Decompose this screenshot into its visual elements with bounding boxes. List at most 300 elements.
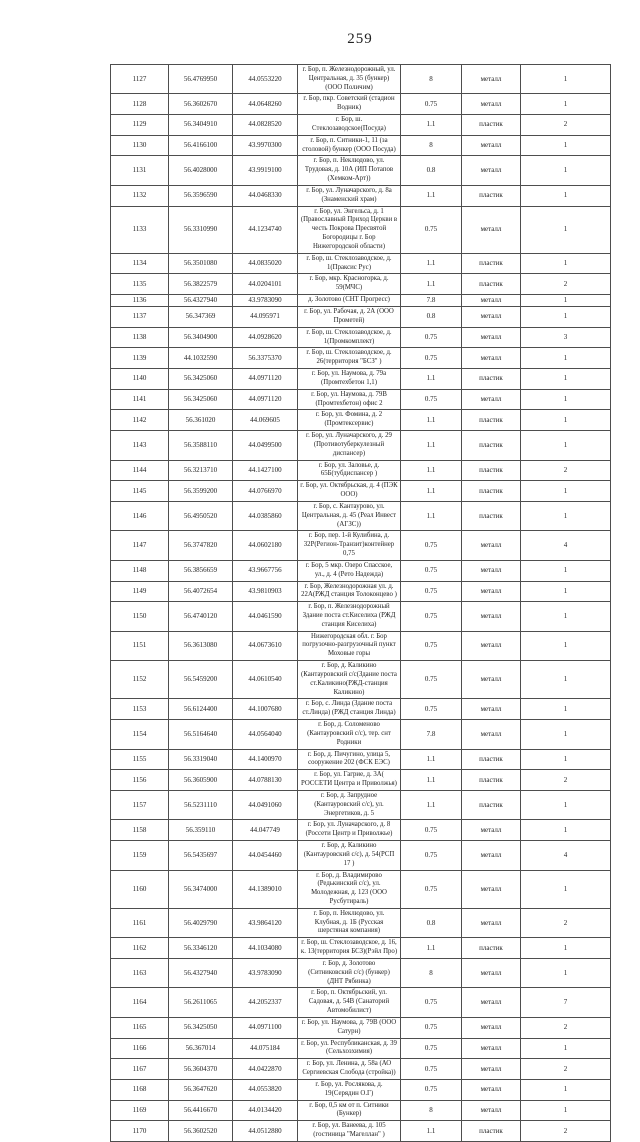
cell-material: пластик [462, 274, 521, 295]
cell-count: 1 [521, 156, 611, 185]
cell-address: г. Бор, д. Пичугино, улица 5, сооружение 202 (ФСК ЕЭС) [298, 749, 401, 770]
cell-longitude: 44.0610540 [233, 661, 298, 699]
cell-row-number: 1137 [111, 307, 169, 328]
cell-material: пластик [462, 185, 521, 206]
cell-longitude: 44.1389010 [233, 870, 298, 908]
cell-count: 3 [521, 327, 611, 348]
table-row [111, 958, 611, 987]
cell-count: 1 [521, 369, 611, 390]
cell-row-number: 1163 [111, 958, 169, 987]
table-row [111, 790, 611, 819]
cell-address: г. Бор, ул. Рабочая, д. 2А (ООО Прометей) [298, 307, 401, 328]
cell-row-number: 1162 [111, 938, 169, 959]
table-row [111, 369, 611, 390]
cell-longitude: 44.1234740 [233, 206, 298, 253]
cell-longitude: 44.0491060 [233, 790, 298, 819]
cell-volume: 1.1 [401, 790, 462, 819]
cell-latitude: 56.4327940 [169, 295, 233, 307]
cell-material: металл [462, 94, 521, 115]
table-row [111, 581, 611, 602]
document-page [110, 0, 610, 1142]
table-row [111, 908, 611, 937]
cell-latitude: 56.4769950 [169, 65, 233, 94]
cell-row-number: 1164 [111, 988, 169, 1017]
cell-material: металл [462, 1017, 521, 1038]
cell-material: металл [462, 531, 521, 560]
table-row [111, 699, 611, 720]
cell-volume: 0.75 [401, 1079, 462, 1100]
cell-volume: 1.1 [401, 431, 462, 460]
cell-longitude: 44.0454460 [233, 841, 298, 870]
cell-longitude: 44.075184 [233, 1038, 298, 1059]
cell-count: 7 [521, 988, 611, 1017]
cell-address: г. Бор, ул. Луначарского, д. 8 (Россети Центр и Приволжье) [298, 820, 401, 841]
cell-volume: 1.1 [401, 749, 462, 770]
cell-count: 1 [521, 870, 611, 908]
table-row [111, 820, 611, 841]
cell-latitude: 56.4072654 [169, 581, 233, 602]
cell-latitude: 56.4028000 [169, 156, 233, 185]
cell-volume: 0.75 [401, 631, 462, 660]
cell-row-number: 1145 [111, 481, 169, 502]
cell-longitude: 44.0648260 [233, 94, 298, 115]
cell-row-number: 1152 [111, 661, 169, 699]
cell-volume: 0.75 [401, 699, 462, 720]
cell-longitude: 44.0461590 [233, 602, 298, 631]
cell-longitude: 43.9970300 [233, 135, 298, 156]
cell-latitude: 56.3310990 [169, 206, 233, 253]
cell-row-number: 1149 [111, 581, 169, 602]
cell-material: металл [462, 65, 521, 94]
cell-material: металл [462, 602, 521, 631]
cell-row-number: 1161 [111, 908, 169, 937]
table-row [111, 602, 611, 631]
cell-latitude: 56.3856659 [169, 560, 233, 581]
cell-volume: 7.8 [401, 720, 462, 749]
table-row [111, 1100, 611, 1121]
cell-volume: 1.1 [401, 185, 462, 206]
cell-address: г. Бор, ш. Стеклозаводское, д. 1(Праксис Рус) [298, 253, 401, 274]
cell-address: г. Бор, ш. Стеклозаводское, д. 16, к. 13(территория БСЗ)(Рэйл Про) [298, 938, 401, 959]
cell-volume: 0.8 [401, 307, 462, 328]
cell-count: 1 [521, 431, 611, 460]
cell-volume: 1.1 [401, 410, 462, 431]
cell-address: г. Бор, ул. Энгельса, д. 1 (Православный Приход Церкви в честь Покрова Пресвятой Богородицы г. Бор Нижегородской области) [298, 206, 401, 253]
cell-latitude: 56.347369 [169, 307, 233, 328]
cell-address: г. Бор, ул. Наумова, д. 79В (Промтехбетон) офис 2 [298, 389, 401, 410]
cell-count: 1 [521, 206, 611, 253]
table-row [111, 1079, 611, 1100]
cell-row-number: 1169 [111, 1100, 169, 1121]
cell-volume: 1.1 [401, 1121, 462, 1142]
table-row [111, 938, 611, 959]
cell-row-number: 1141 [111, 389, 169, 410]
table-row [111, 295, 611, 307]
cell-longitude: 44.0766970 [233, 481, 298, 502]
waste-sites-table [110, 64, 611, 1142]
table-row [111, 253, 611, 274]
cell-count: 1 [521, 1038, 611, 1059]
cell-longitude: 44.0553820 [233, 1079, 298, 1100]
cell-volume: 1.1 [401, 274, 462, 295]
cell-row-number: 1142 [111, 410, 169, 431]
cell-material: пластик [462, 1121, 521, 1142]
cell-material: металл [462, 348, 521, 369]
cell-count: 1 [521, 94, 611, 115]
cell-count: 1 [521, 307, 611, 328]
cell-longitude: 43.9783090 [233, 958, 298, 987]
cell-row-number: 1157 [111, 790, 169, 819]
cell-row-number: 1170 [111, 1121, 169, 1142]
cell-row-number: 1136 [111, 295, 169, 307]
cell-row-number: 1133 [111, 206, 169, 253]
cell-address: г. Бор, пкр. Советский (стадион Водник) [298, 94, 401, 115]
cell-count: 1 [521, 790, 611, 819]
cell-row-number: 1147 [111, 531, 169, 560]
cell-count: 4 [521, 531, 611, 560]
cell-row-number: 1146 [111, 501, 169, 530]
cell-volume: 0.75 [401, 988, 462, 1017]
cell-longitude: 44.069605 [233, 410, 298, 431]
cell-address: г. Бор, ул. Рослякова, д. 19(Серядин О.Г) [298, 1079, 401, 1100]
cell-material: пластик [462, 431, 521, 460]
cell-row-number: 1135 [111, 274, 169, 295]
cell-latitude: 56.3425060 [169, 369, 233, 390]
cell-count: 4 [521, 841, 611, 870]
table-row [111, 841, 611, 870]
cell-latitude: 56.5459200 [169, 661, 233, 699]
cell-address: г. Бор, ул. Наумова, д. 79В (ООО Сатурн) [298, 1017, 401, 1038]
cell-longitude: 43.9864120 [233, 908, 298, 937]
cell-latitude: 56.3599200 [169, 481, 233, 502]
table-row [111, 185, 611, 206]
cell-count: 1 [521, 631, 611, 660]
cell-row-number: 1159 [111, 841, 169, 870]
cell-material: металл [462, 295, 521, 307]
cell-row-number: 1155 [111, 749, 169, 770]
cell-count: 1 [521, 820, 611, 841]
table-row [111, 410, 611, 431]
cell-count: 1 [521, 581, 611, 602]
cell-longitude: 44.047749 [233, 820, 298, 841]
cell-material: пластик [462, 115, 521, 136]
cell-material: пластик [462, 253, 521, 274]
cell-longitude: 43.9783090 [233, 295, 298, 307]
cell-longitude: 44.0512880 [233, 1121, 298, 1142]
cell-material: металл [462, 156, 521, 185]
cell-volume: 1.1 [401, 460, 462, 481]
table-row [111, 1121, 611, 1142]
cell-count: 1 [521, 602, 611, 631]
cell-latitude: 56.3346120 [169, 938, 233, 959]
cell-address: г. Бор, п. Неклюдово, ул. Клубная, д. 1Б (Русская шерстяная компания) [298, 908, 401, 937]
cell-material: пластик [462, 369, 521, 390]
cell-material: металл [462, 1079, 521, 1100]
cell-address: г. Бор, ул. Заловье, д. 65Б(тубдиспансер ) [298, 460, 401, 481]
cell-longitude: 44.0134420 [233, 1100, 298, 1121]
cell-row-number: 1151 [111, 631, 169, 660]
cell-address: г. Бор, д. Золотово (Ситниковский с/с) (бункер) (ДНТ Рябинка) [298, 958, 401, 987]
cell-address: г. Бор, д. Владимирово (Редькинский с/с), ул. Молодежная, д. 123 (ООО Русбутираль) [298, 870, 401, 908]
table-row [111, 460, 611, 481]
table-row [111, 115, 611, 136]
cell-material: металл [462, 206, 521, 253]
cell-latitude: 56.3647620 [169, 1079, 233, 1100]
cell-volume: 1.1 [401, 501, 462, 530]
cell-volume: 0.75 [401, 841, 462, 870]
cell-address: г. Бор, п. Октябрьский, ул. Садовая, д. 54В (Санаторий Автомобилист) [298, 988, 401, 1017]
cell-material: металл [462, 560, 521, 581]
cell-latitude: 56.4327940 [169, 958, 233, 987]
cell-latitude: 56.3425050 [169, 1017, 233, 1038]
cell-address: г. Бор, ш. Стеклозаводское, д. 1(Промкомплект) [298, 327, 401, 348]
table-row [111, 1017, 611, 1038]
cell-longitude: 44.0204101 [233, 274, 298, 295]
table-row [111, 94, 611, 115]
cell-volume: 1.1 [401, 369, 462, 390]
cell-material: металл [462, 631, 521, 660]
cell-volume: 7.8 [401, 295, 462, 307]
cell-row-number: 1140 [111, 369, 169, 390]
cell-longitude: 44.0422870 [233, 1059, 298, 1080]
cell-count: 1 [521, 1100, 611, 1121]
cell-material: металл [462, 908, 521, 937]
cell-longitude: 44.0564040 [233, 720, 298, 749]
cell-longitude: 44.0788130 [233, 770, 298, 791]
cell-volume: 0.75 [401, 1059, 462, 1080]
cell-count: 1 [521, 958, 611, 987]
cell-address: г. Бор, п. Ситники-1, 11 (за столовой) бункер (ООО Посуда) [298, 135, 401, 156]
cell-row-number: 1153 [111, 699, 169, 720]
cell-latitude: 56.3613080 [169, 631, 233, 660]
cell-count: 1 [521, 253, 611, 274]
cell-address: г. Бор, ул. Гагрие, д. 3А( РОССЕТИ Центра и Приволжья) [298, 770, 401, 791]
cell-address: г. Бор, ул. Наумова, д. 79а (Промтехбетон 1,1) [298, 369, 401, 390]
cell-latitude: 56.4950520 [169, 501, 233, 530]
cell-latitude: 56.4166100 [169, 135, 233, 156]
cell-longitude: 44.0602180 [233, 531, 298, 560]
cell-longitude: 44.0928620 [233, 327, 298, 348]
cell-row-number: 1165 [111, 1017, 169, 1038]
cell-count: 1 [521, 185, 611, 206]
cell-material: металл [462, 1038, 521, 1059]
cell-longitude: 44.0468330 [233, 185, 298, 206]
cell-count: 1 [521, 348, 611, 369]
cell-address: Нижегородская обл. г. Бор погрузочно-разгрузочный пункт Моховые горы [298, 631, 401, 660]
table-row [111, 274, 611, 295]
cell-longitude: 56.3375370 [233, 348, 298, 369]
cell-address: г. Бор, ул. Луначарского, д. 29 (Противотуберкулезный диспансер) [298, 431, 401, 460]
page-number: 259 [347, 31, 373, 47]
table-row [111, 870, 611, 908]
table-row [111, 481, 611, 502]
cell-latitude: 56.3404900 [169, 327, 233, 348]
table-row [111, 749, 611, 770]
cell-row-number: 1131 [111, 156, 169, 185]
cell-count: 2 [521, 1017, 611, 1038]
cell-material: пластик [462, 501, 521, 530]
cell-volume: 0.75 [401, 581, 462, 602]
cell-material: металл [462, 581, 521, 602]
table-row [111, 156, 611, 185]
cell-row-number: 1168 [111, 1079, 169, 1100]
cell-longitude: 44.0971120 [233, 369, 298, 390]
cell-address: г. Бор, с. Кантаурово, ул. Центральная, д. 45 (Реал Инвест (АГЗС)) [298, 501, 401, 530]
cell-address: г. Бор, ул. Ленина, д. 58а (АО Сергиевская Слобода (стройка)) [298, 1059, 401, 1080]
cell-longitude: 44.0385860 [233, 501, 298, 530]
table-row [111, 560, 611, 581]
cell-latitude: 56.3822579 [169, 274, 233, 295]
cell-count: 1 [521, 661, 611, 699]
table-row [111, 631, 611, 660]
cell-address: г. Бор, с. Линда (Здание поста ст.Линда) (РЖД станция Линда) [298, 699, 401, 720]
cell-material: металл [462, 958, 521, 987]
cell-volume: 0.75 [401, 820, 462, 841]
table-row [111, 661, 611, 699]
table-body [111, 65, 611, 1142]
cell-volume: 0.75 [401, 560, 462, 581]
cell-volume: 1.1 [401, 253, 462, 274]
cell-latitude: 56.3596590 [169, 185, 233, 206]
cell-volume: 0.8 [401, 156, 462, 185]
cell-material: металл [462, 988, 521, 1017]
cell-count: 1 [521, 560, 611, 581]
cell-longitude: 43.9667756 [233, 560, 298, 581]
table-row [111, 720, 611, 749]
cell-longitude: 44.0673610 [233, 631, 298, 660]
cell-row-number: 1144 [111, 460, 169, 481]
cell-address: г. Бор, Железнодорожная ул. д. 22А(РЖД станция Толоконцево ) [298, 581, 401, 602]
cell-volume: 1.1 [401, 770, 462, 791]
cell-count: 2 [521, 1059, 611, 1080]
cell-longitude: 43.9919100 [233, 156, 298, 185]
cell-material: металл [462, 870, 521, 908]
cell-latitude: 56.4029790 [169, 908, 233, 937]
cell-address: г. Бор, пер. 1-й Кулибина, д. 32Р(Регион-Транзит)контейнер 0,75 [298, 531, 401, 560]
cell-longitude: 44.0971100 [233, 1017, 298, 1038]
cell-address: г. Бор, ул. Фомина, д. 2 (Промтексервис) [298, 410, 401, 431]
cell-longitude: 44.2052337 [233, 988, 298, 1017]
cell-material: металл [462, 135, 521, 156]
cell-material: металл [462, 699, 521, 720]
cell-address: г. Бор, ул. Луначарского, д. 8а (Знаменский храм) [298, 185, 401, 206]
cell-address: г. Бор, п. Железнодорожный Здание поста ст.Киселиха (РЖД станция Киселиха) [298, 602, 401, 631]
table-row [111, 770, 611, 791]
cell-material: пластик [462, 770, 521, 791]
cell-volume: 0.75 [401, 661, 462, 699]
cell-row-number: 1143 [111, 431, 169, 460]
cell-longitude: 44.1427100 [233, 460, 298, 481]
cell-volume: 0.75 [401, 1017, 462, 1038]
cell-row-number: 1130 [111, 135, 169, 156]
cell-address: г. Бор, ш. Стеклозаводское, д. 26(территория "БСЗ" ) [298, 348, 401, 369]
table-row [111, 135, 611, 156]
cell-count: 1 [521, 749, 611, 770]
table-row [111, 206, 611, 253]
cell-volume: 8 [401, 958, 462, 987]
cell-latitude: 56.3213710 [169, 460, 233, 481]
cell-longitude: 44.0553220 [233, 65, 298, 94]
cell-latitude: 44.1032590 [169, 348, 233, 369]
cell-material: пластик [462, 938, 521, 959]
cell-volume: 1.1 [401, 938, 462, 959]
cell-row-number: 1139 [111, 348, 169, 369]
cell-longitude: 43.9810903 [233, 581, 298, 602]
table-row [111, 1038, 611, 1059]
cell-volume: 0.8 [401, 908, 462, 937]
cell-row-number: 1132 [111, 185, 169, 206]
table-row [111, 65, 611, 94]
cell-count: 1 [521, 135, 611, 156]
cell-volume: 0.75 [401, 389, 462, 410]
cell-count: 1 [521, 295, 611, 307]
cell-material: металл [462, 307, 521, 328]
table-row [111, 307, 611, 328]
cell-material: металл [462, 820, 521, 841]
cell-volume: 0.75 [401, 206, 462, 253]
cell-address: д. Золотово (СНТ Прогресс) [298, 295, 401, 307]
cell-volume: 0.75 [401, 348, 462, 369]
table-row [111, 531, 611, 560]
cell-longitude: 44.0835020 [233, 253, 298, 274]
cell-latitude: 56.2611065 [169, 988, 233, 1017]
cell-count: 1 [521, 699, 611, 720]
cell-material: металл [462, 1059, 521, 1080]
cell-address: г. Бор, ул. Ванеева, д. 105 (гостиница "Магеллан" ) [298, 1121, 401, 1142]
cell-material: металл [462, 1100, 521, 1121]
cell-count: 2 [521, 274, 611, 295]
cell-volume: 0.75 [401, 1038, 462, 1059]
cell-count: 1 [521, 501, 611, 530]
cell-row-number: 1127 [111, 65, 169, 94]
cell-longitude: 44.0971120 [233, 389, 298, 410]
cell-volume: 1.1 [401, 481, 462, 502]
cell-row-number: 1158 [111, 820, 169, 841]
cell-material: металл [462, 327, 521, 348]
table-row [111, 431, 611, 460]
cell-count: 2 [521, 115, 611, 136]
cell-count: 1 [521, 481, 611, 502]
cell-count: 1 [521, 1079, 611, 1100]
cell-latitude: 56.3319040 [169, 749, 233, 770]
cell-latitude: 56.3404910 [169, 115, 233, 136]
cell-address: г. Бор, д. Соломеново (Кантауровский с/с), тер. снт Родники [298, 720, 401, 749]
cell-longitude: 44.1007680 [233, 699, 298, 720]
cell-material: пластик [462, 749, 521, 770]
cell-latitude: 56.3425060 [169, 389, 233, 410]
table-row [111, 1059, 611, 1080]
cell-row-number: 1166 [111, 1038, 169, 1059]
cell-material: металл [462, 661, 521, 699]
cell-latitude: 56.6124400 [169, 699, 233, 720]
cell-count: 2 [521, 908, 611, 937]
cell-latitude: 56.4416670 [169, 1100, 233, 1121]
cell-longitude: 44.1400970 [233, 749, 298, 770]
cell-row-number: 1156 [111, 770, 169, 791]
cell-row-number: 1154 [111, 720, 169, 749]
cell-row-number: 1129 [111, 115, 169, 136]
cell-volume: 0.75 [401, 531, 462, 560]
cell-latitude: 56.3602520 [169, 1121, 233, 1142]
cell-longitude: 44.0828520 [233, 115, 298, 136]
cell-material: металл [462, 720, 521, 749]
cell-latitude: 56.367014 [169, 1038, 233, 1059]
cell-count: 1 [521, 938, 611, 959]
cell-latitude: 56.3602670 [169, 94, 233, 115]
cell-address: г. Бор, мкр. Красногорка, д. 59(МЧС) [298, 274, 401, 295]
cell-latitude: 56.3474000 [169, 870, 233, 908]
cell-latitude: 56.3501080 [169, 253, 233, 274]
